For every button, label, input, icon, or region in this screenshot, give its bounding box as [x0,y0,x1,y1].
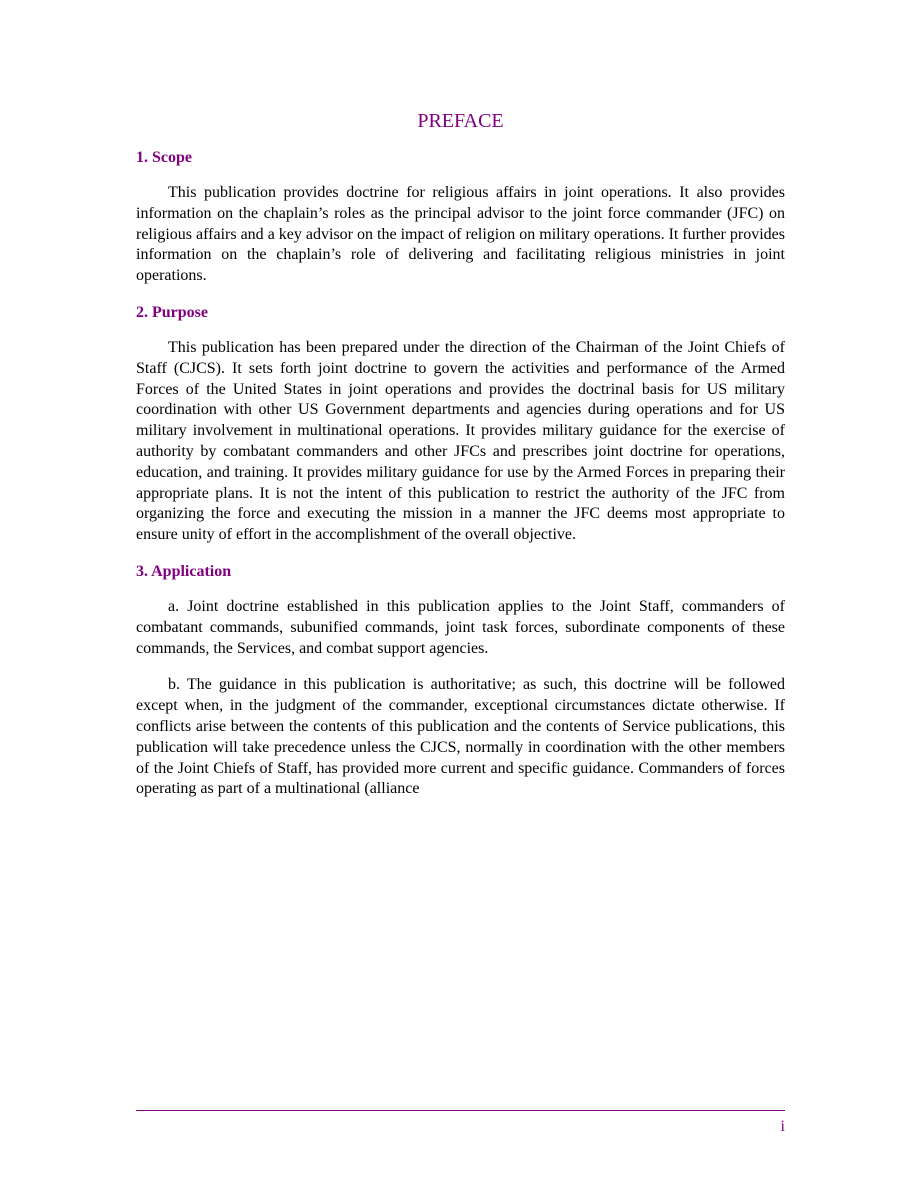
footer-rule [136,1110,785,1111]
page-title: PREFACE [417,110,504,132]
section-scope [136,148,785,287]
section-application [136,562,785,800]
page-content [136,108,785,816]
section-purpose [136,303,785,546]
section-heading: 1. Scope [136,149,192,166]
section-heading: 3. Application [136,562,232,580]
page-number: i [780,1118,785,1135]
paragraph: This publication provides doctrine for religious affairs in joint operations. It also provides information on the chaplain’s roles as the principal advisor to the joint force commander (JFC) on religious affairs and a key advisor on the impact of religion on military operations. It further provides information on the chaplain’s role of delivering and facilitating religious ministries in joint operations. [136,184,785,285]
paragraph: a. Joint doctrine established in this publication applies to the Joint Staff, commanders of combatant commands, subunified commands, joint task forces, subordinate components of these commands, the Services, and combat support agencies. [136,597,785,657]
paragraph: b. The guidance in this publication is authoritative; as such, this doctrine will be followed except when, in the judgment of the commander, exceptional circumstances dictate otherwise. If conflicts arise between the contents of this publication and the contents of Service publications, this publication will take precedence unless the CJCS, normally in coordination with the other members of the Joint Chiefs of Staff, has provided more current and specific guidance. Commanders of forces operating as part of a multinational (alliance [136,676,785,798]
section-heading: 2. Purpose [136,303,208,321]
paragraph: This publication has been prepared under the direction of the Chairman of the Joint Chiefs of Staff (CJCS). It sets forth joint doctrine to govern the activities and performance of the Armed Forces of the United States in joint operations and provides the doctrinal basis for US military coordination with other US Government departments and agencies during operations and for US military involvement in multinational operations. It provides military guidance for the exercise of authority by combatant commanders and other JFCs and prescribes joint doctrine for operations, education, and training. It provides military guidance for use by the Armed Forces in preparing their appropriate plans. It is not the intent of this publication to restrict the authority of the JFC from organizing the force and executing the mission in a manner the JFC deems most appropriate to ensure unity of effort in the accomplishment of the overall objective. [136,338,785,544]
